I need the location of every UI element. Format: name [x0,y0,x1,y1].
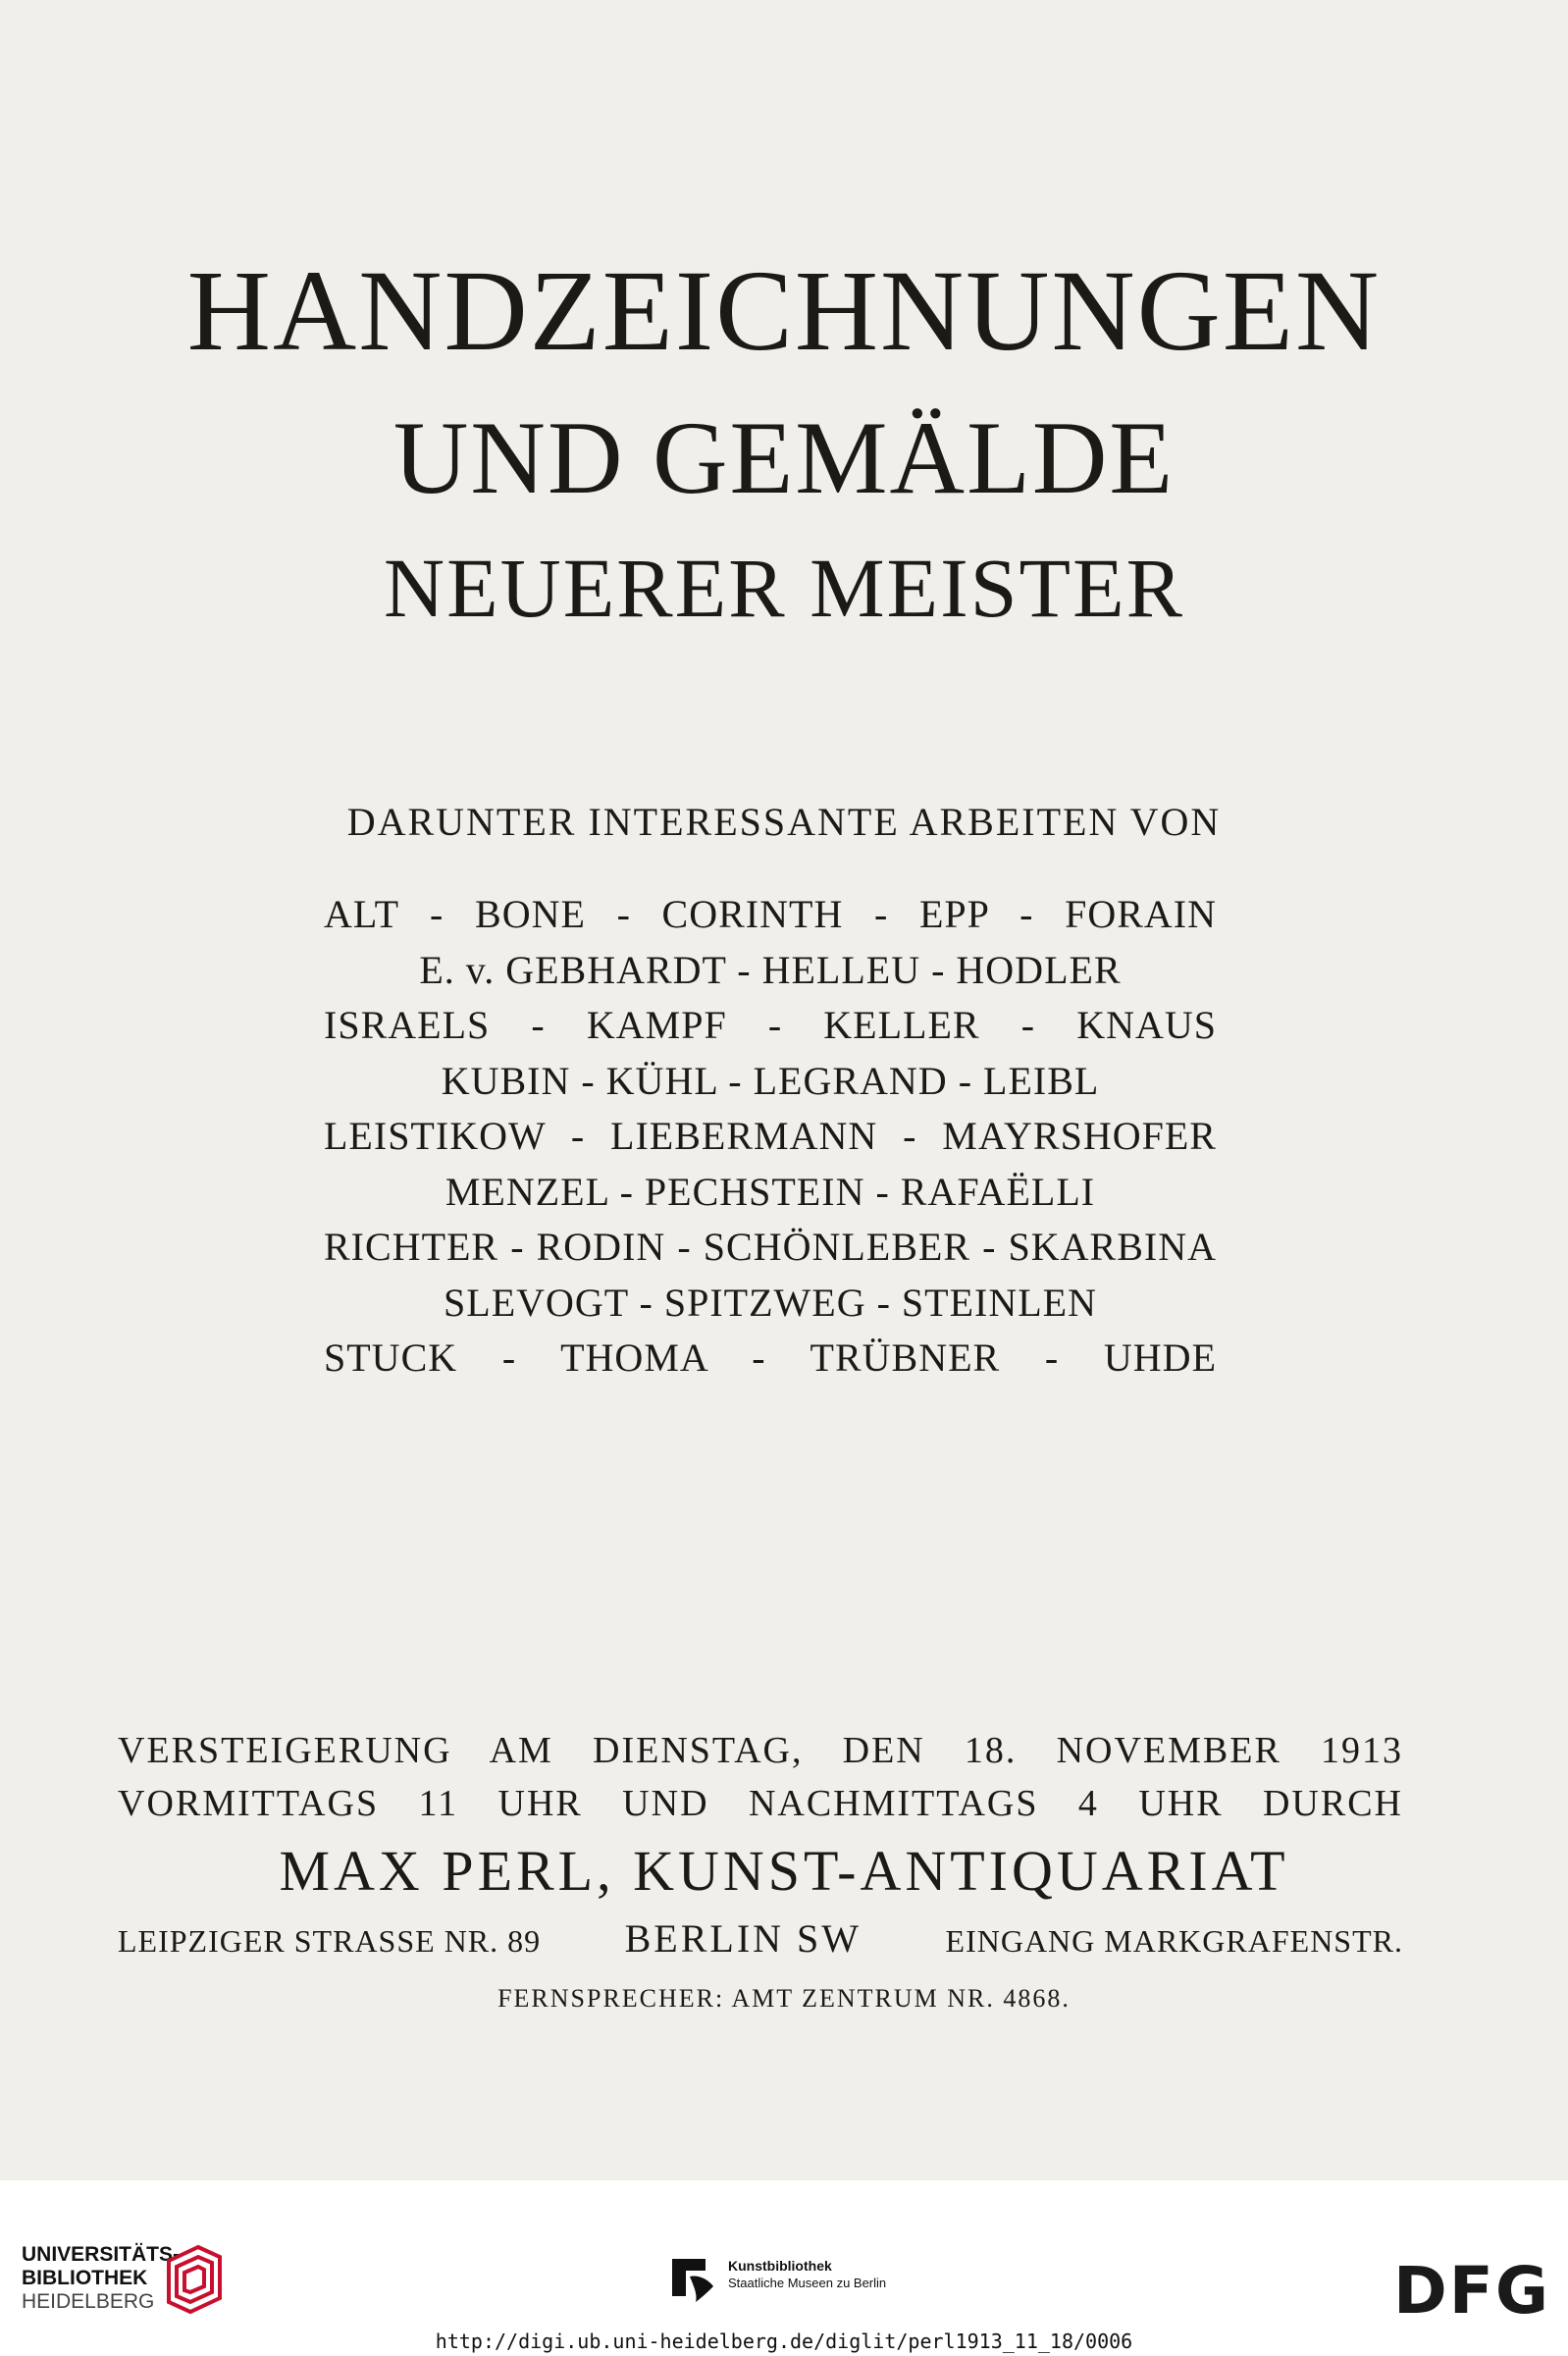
title-line-1: HANDZEICHNUNGEN [186,246,1382,375]
footer-bar [0,2180,1568,2356]
university-line-3: HEIDELBERG [22,2290,155,2313]
artist-line: STUCK - THOMA - TRÜBNER - UHDE [324,1335,1217,1380]
university-library-logo-text[interactable] [22,2243,180,2314]
artist-list [324,887,1217,1387]
artist-line: KUBIN - KÜHL - LEGRAND - LEIBL [441,1058,1100,1103]
university-logo-icon [159,2241,226,2316]
university-line-2: BIBLIOTHEK [22,2267,148,2289]
firm-name: MAX PERL, KUNST-ANTIQUARIAT [279,1839,1289,1903]
dfg-logo[interactable]: DFG [1393,2253,1551,2329]
entrance-info: EINGANG MARKGRAFENSTR. [945,1923,1403,1959]
artist-line: LEISTIKOW - LIEBERMANN - MAYRSHOFER [324,1114,1217,1158]
kunstbibliothek-subtitle: Staatliche Museen zu Berlin [728,2276,887,2290]
kunstbibliothek-name: Kunstbibliothek [728,2258,832,2274]
artist-line: RICHTER - RODIN - SCHÖNLEBER - SKARBINA [324,1225,1217,1269]
title-line-3: NEUERER MEISTER [384,541,1184,635]
artist-line: ALT - BONE - CORINTH - EPP - FORAIN [324,892,1217,936]
title-line-2: UND GEMÄLDE [392,400,1176,515]
address-line [118,1916,1403,1961]
permalink-url[interactable]: http://digi.ub.uni-heidelberg.de/diglit/perl1913_11_18/0006 [435,2330,1133,2353]
intro-line: DARUNTER INTERESSANTE ARBEITEN VON [346,800,1222,844]
auction-date-line: VERSTEIGERUNG AM DIENSTAG, DEN 18. NOVEMBER 1913 [118,1730,1403,1771]
kunstbibliothek-logo-text[interactable] [728,2257,886,2292]
kunstbibliothek-logo-icon [670,2257,721,2306]
phone-line: FERNSPRECHER: AMT ZENTRUM NR. 4868. [497,1984,1071,2013]
auction-time-line: VORMITTAGS 11 UHR UND NACHMITTAGS 4 UHR DURCH [118,1783,1403,1824]
artist-line: SLEVOGT - SPITZWEG - STEINLEN [444,1280,1097,1325]
artist-line: MENZEL - PECHSTEIN - RAFAËLLI [444,1169,1096,1214]
street-address: LEIPZIGER STRASSE NR. 89 [118,1923,542,1959]
artist-line: E. v. GEBHARDT - HELLEU - HODLER [419,947,1122,992]
artist-line: ISRAELS - KAMPF - KELLER - KNAUS [324,1003,1217,1047]
university-line-1: UNIVERSITÄTS- [22,2243,181,2266]
city: BERLIN SW [624,1916,862,1961]
